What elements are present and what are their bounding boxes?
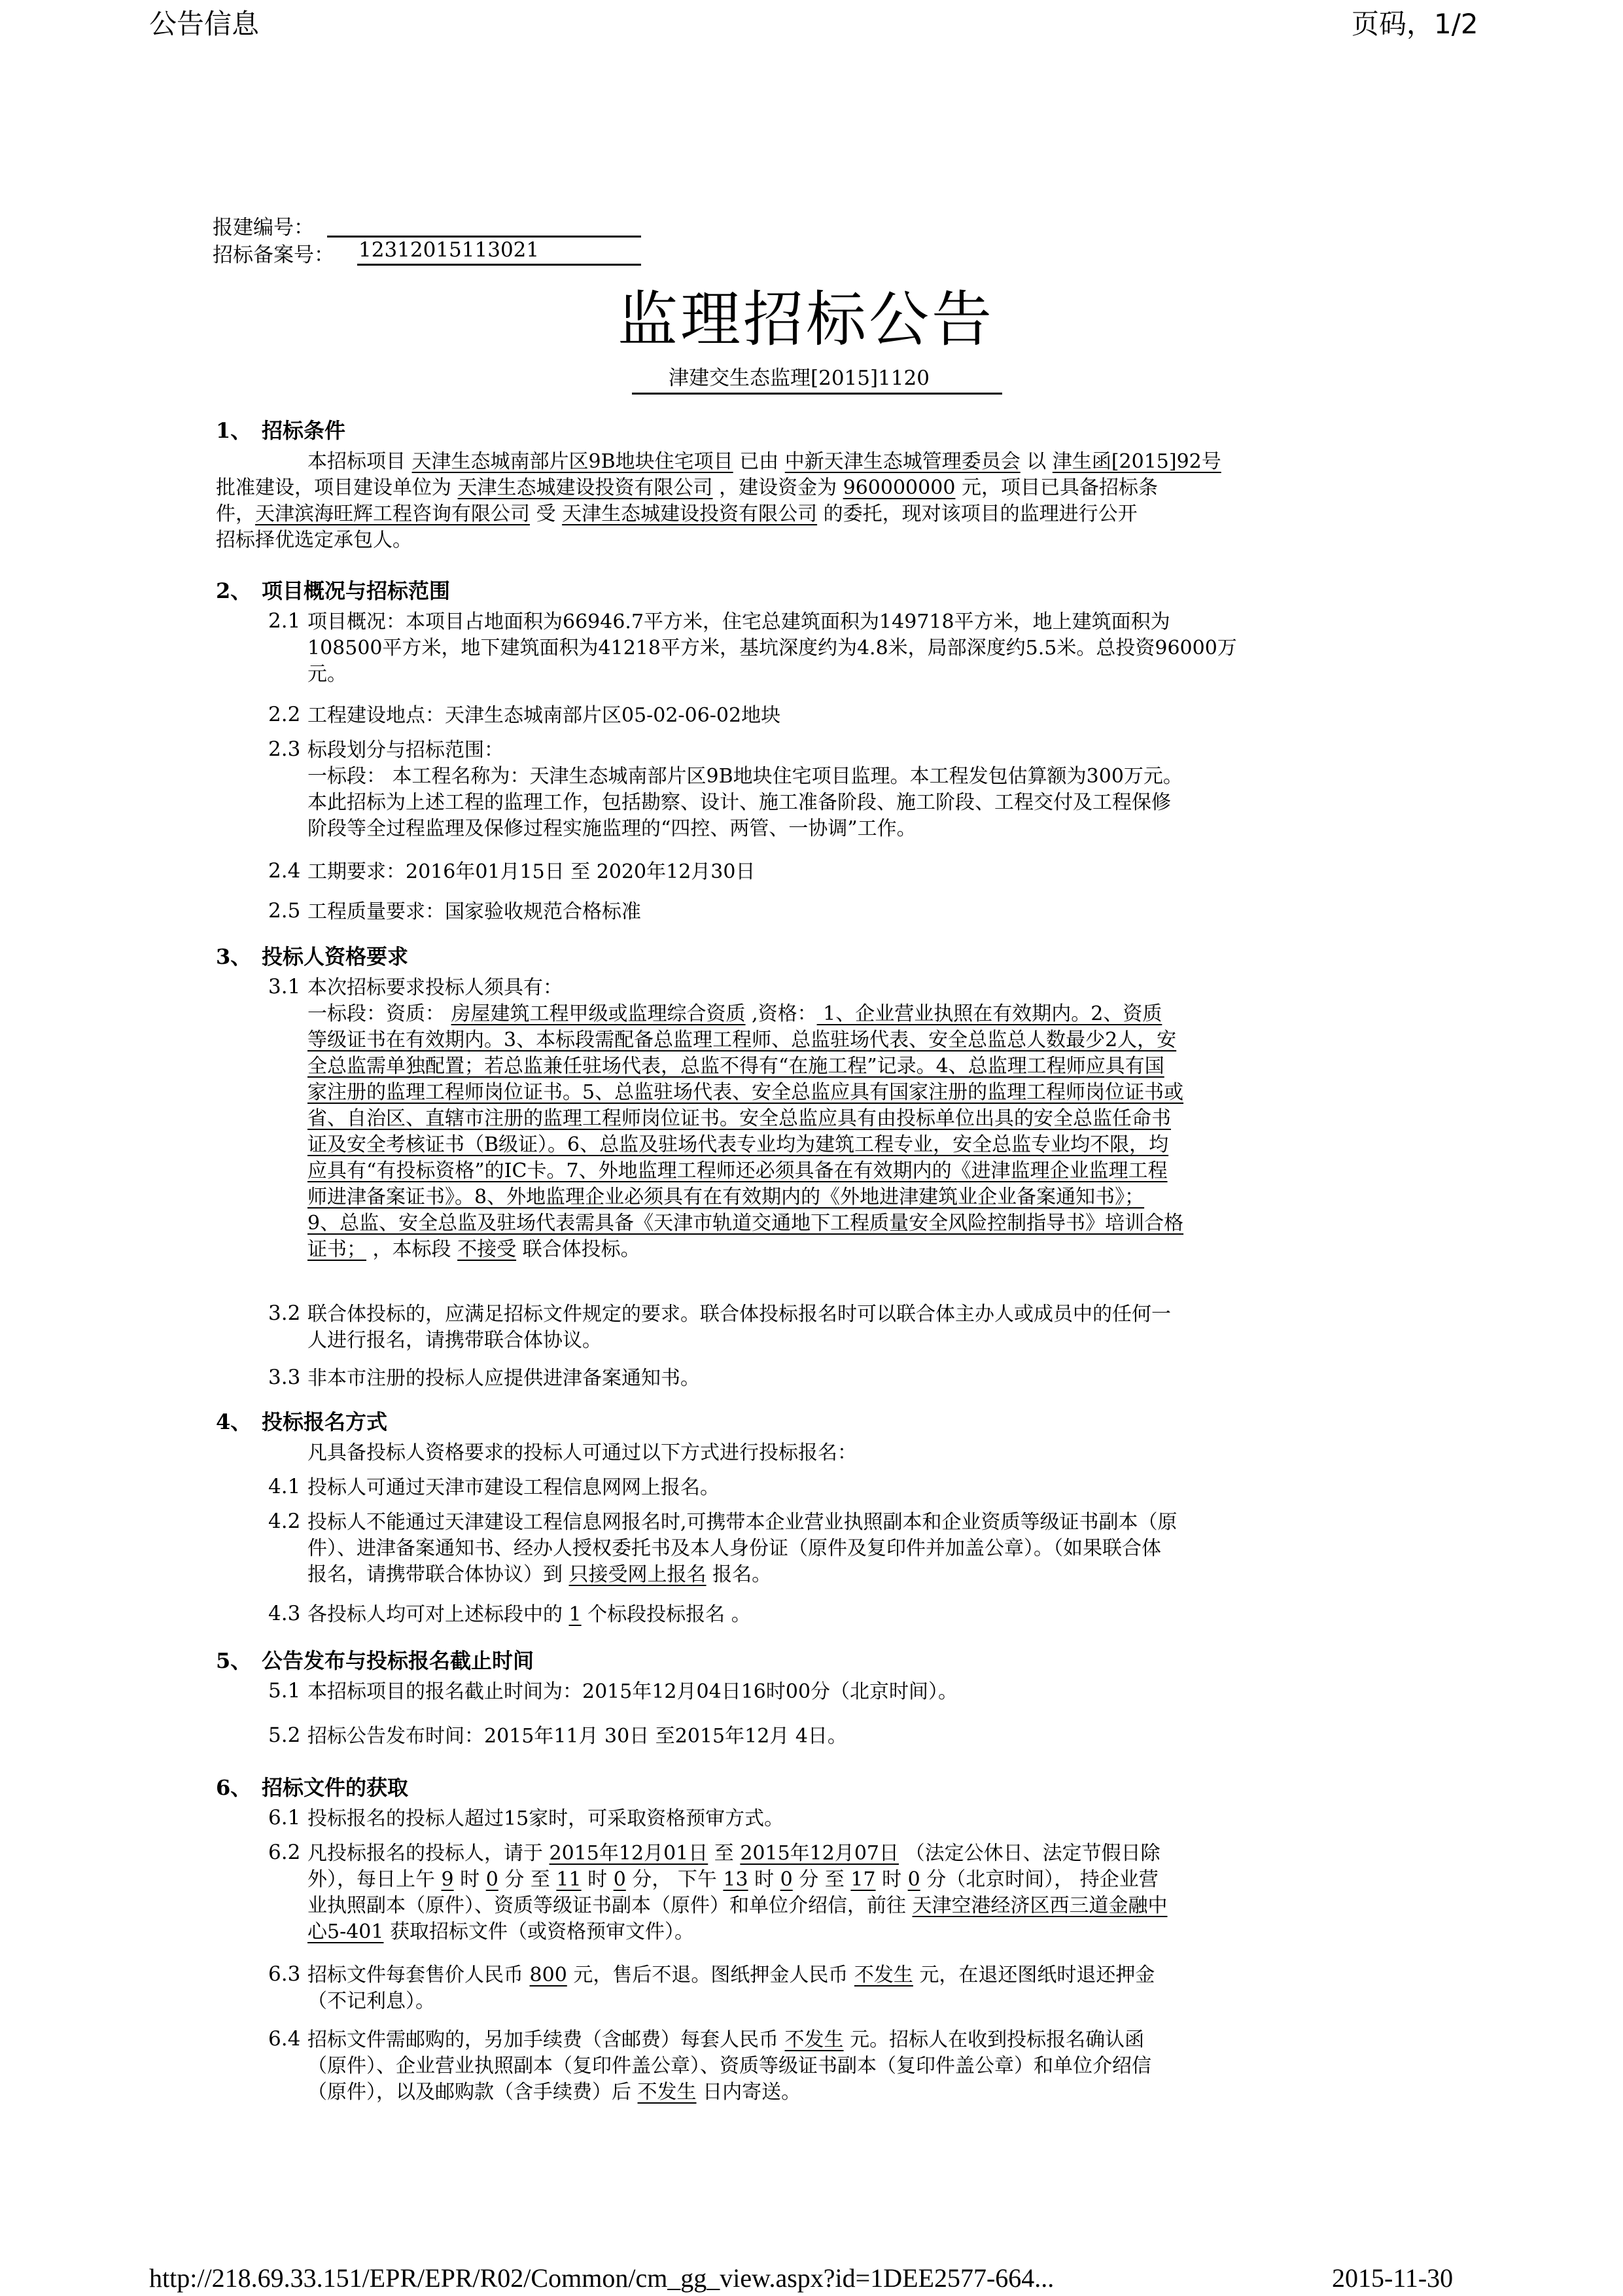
section-4-number: 4、 [216,1409,252,1434]
section-5-title: 公告发布与投标报名截止时间 [262,1648,534,1673]
doc-number: 津建交生态监理[2015]1120 [669,366,930,390]
section-1-number: 1、 [216,418,252,443]
item-6-3-text: 招标文件每套售价人民币 800 元，售后不退。图纸押金人民币 不发生 元，在退还图纸时退还押金 （不记利息）。 [307,1964,1155,2013]
item-3-1-text: 本次招标要求投标人须具有： 一标段：资质： 房屋建筑工程甲级或监理综合资质 ,资格： 1、企业营业执照在有效期内。2、资质 等级证书在有效期内。3、本标段需配备总监理工程师、总监驻场代表、安全总监总人数最少2人，安 全总监需单独配置；若总监兼任驻场代表，总监不得有“在施工程”记录。4、总监理工程师应具有国 家注册的监理工程师岗位证书。5、总监驻场代表、安全总监应具有国家注册的监理工程师岗位证书或 省、自治区、直辖市注册的监理工程师岗位证书。安全总监应具有由投标单位出具的安全总监任命书 证及安全考核证书（B级证）。6、总监及驻场代表专业均为建筑工程专业，安全总监专业均不限，均 应具有“有投标资格”的IC卡。7、外地监理工程师还必须具备在有效期内的《进津监理企业监理工程 师进津备案证书》。8、外地监理企业必须具有在有效期内的《外地进津建筑业企业备案通知书》； 9、总监、安全总监及驻场代表需具备《天津市轨道交通地下工程质量安全风险控制指导书》培训合格 证书； ，本标段 不接受 联合体投标。 [307,976,1184,1261]
item-6-4-text: 招标文件需邮购的，另加手续费（含邮费）每套人民币 不发生 元。招标人在收到投标报名确认函 （原件）、企业营业执照副本（复印件盖公章）、资质等级证书副本（复印件盖公章）和单位介绍信 （原件），以及邮购款（含手续费）后 不发生 日内寄送。 [307,2028,1151,2104]
footer-url: http://218.69.33.151/EPR/EPR/R02/Common/cm_gg_view.aspx?id=1DEE2577-664... [149,2263,1055,2293]
header-page-number: 页码，1/2 [1352,8,1478,40]
section-1-text: 本招标项目 天津生态城南部片区9B地块住宅项目 已由 中新天津生态城管理委员会 以 津生函[2015]92号 批准建设，项目建设单位为 天津生态城建设投资有限公司 ，建设资金为 960000000 元，项目已具备招标条 件，天津滨海旺辉工程咨询有限公司 受 天津生态城建设投资有限公司 的委托，现对该项目的监理进行公开 招标择优选定承包人。 [216,450,1221,552]
item-6-2-number: 6.2 [268,1841,301,1864]
item-3-3-number: 3.3 [268,1366,301,1389]
item-6-2-text: 凡投标报名的投标人，请于 2015年12月01日 至 2015年12月07日 （法定公休日、法定节假日除 外），每日上午 9 时 0 分 至 11 时 0 分， 下午 13 时 0 分 至 17 时 0 分（北京时间）， 持企业营 业执照副本（原件）、资质等级证书副本（原件）和单位介绍信，前往 天津空港经济区西三道金融中 心5-401 获取招标文件（或资格预审文件）。 [307,1842,1168,1943]
item-4-3-number: 4.3 [268,1602,301,1625]
item-6-1-text: 投标报名的投标人超过15家时，可采取资格预审方式。 [307,1807,784,1830]
item-4-2-number: 4.2 [268,1510,301,1533]
record-no-value: 12312015113021 [358,238,540,262]
report-no-label: 报建编号： [213,216,314,239]
item-6-4-number: 6.4 [268,2027,301,2051]
report-no-underline [327,236,641,238]
item-3-2-text: 联合体投标的，应满足招标文件规定的要求。联合体投标报名时可以联合体主办人或成员中的任何一 人进行报名，请携带联合体协议。 [307,1303,1171,1352]
page-title: 监理招标公告 [618,285,995,355]
item-5-2-number: 5.2 [268,1723,301,1747]
item-4-1-number: 4.1 [268,1475,301,1498]
item-6-1-number: 6.1 [268,1806,301,1829]
record-no-underline [357,264,641,266]
item-2-2-number: 2.2 [268,703,301,726]
footer-date: 2015-11-30 [1332,2263,1454,2293]
item-3-2-number: 3.2 [268,1301,301,1325]
section-2-number: 2、 [216,578,252,603]
doc-number-underline [632,393,1002,395]
item-2-1-number: 2.1 [268,609,301,633]
item-4-2-text: 投标人不能通过天津建设工程信息网报名时,可携带本企业营业执照副本和企业资质等级证书副本（原 件）、进津备案通知书、经办人授权委托书及本人身份证（原件及复印件并加盖公章）。（如果联合体 报名，请携带联合体协议）到 只接受网上报名 报名。 [307,1511,1178,1586]
section-3-number: 3、 [216,944,252,969]
section-5-number: 5、 [216,1648,252,1673]
section-6-title: 招标文件的获取 [262,1775,409,1800]
item-2-3-number: 2.3 [268,737,301,761]
item-3-3-text: 非本市注册的投标人应提供进津备案通知书。 [307,1367,700,1390]
item-5-1-number: 5.1 [268,1679,301,1703]
section-1-title: 招标条件 [262,418,346,443]
item-2-4-number: 2.4 [268,859,301,883]
record-no-label: 招标备案号： [213,243,334,267]
section-3-title: 投标人资格要求 [262,944,409,969]
item-2-4-text: 工期要求：2016年01月15日 至 2020年12月30日 [307,860,756,883]
item-6-3-number: 6.3 [268,1962,301,1986]
section-4-title: 投标报名方式 [262,1409,388,1434]
item-3-1-number: 3.1 [268,975,301,998]
section-2-title: 项目概况与招标范围 [262,578,451,603]
item-2-5-number: 2.5 [268,899,301,923]
item-2-5-text: 工程质量要求：国家验收规范合格标准 [307,900,641,923]
item-4-1-text: 投标人可通过天津市建设工程信息网网上报名。 [307,1476,720,1499]
item-2-2-text: 工程建设地点：天津生态城南部片区05-02-06-02地块 [307,704,781,727]
item-2-1-text: 项目概况：本项目占地面积为66946.7平方米，住宅总建筑面积为149718平方米，地上建筑面积为 108500平方米，地下建筑面积为41218平方米，基坑深度约为4.8米，局部深度约5.5米。总投资96000万 元。 [307,610,1237,686]
item-4-3-text: 各投标人均可对上述标段中的 1 个标段投标报名 。 [307,1603,751,1626]
header-left: 公告信息 [149,8,260,40]
section-4-intro: 凡具备投标人资格要求的投标人可通过以下方式进行投标报名： [307,1441,857,1464]
item-5-2-text: 招标公告发布时间：2015年11月 30日 至2015年12月 4日。 [307,1725,847,1748]
item-2-3-text: 标段划分与招标范围： 一标段： 本工程名称为：天津生态城南部片区9B地块住宅项目监理。本工程发包估算额为300万元。 本此招标为上述工程的监理工作，包括勘察、设计、施工准备阶段、施工阶段、工程交付及工程保修 阶段等全过程监理及保修过程实施监理的“四控、两管、一协调”工作。 [307,739,1183,840]
section-6-number: 6、 [216,1775,252,1800]
item-5-1-text: 本招标项目的报名截止时间为：2015年12月04日16时00分（北京时间）。 [307,1680,958,1703]
